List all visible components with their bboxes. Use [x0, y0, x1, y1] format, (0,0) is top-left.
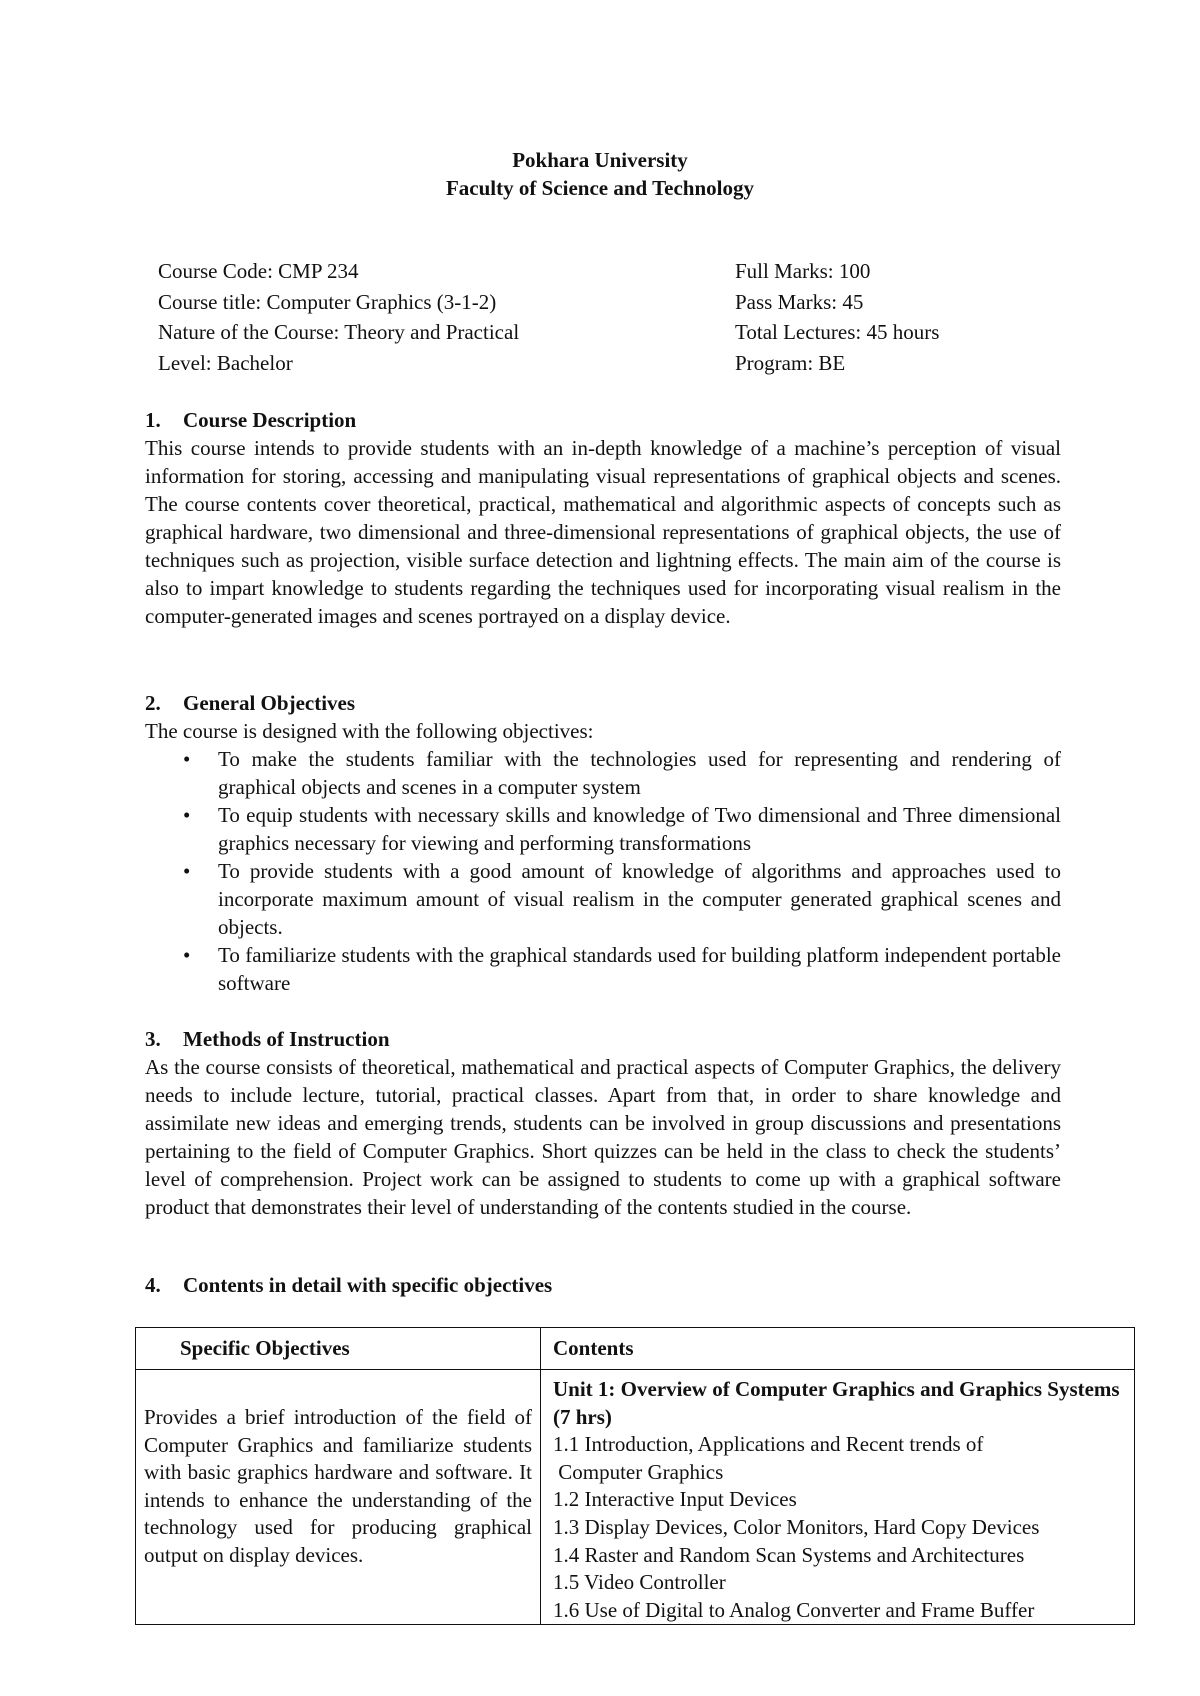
section-number: 3.	[145, 1027, 161, 1051]
university-name: Pokhara University	[512, 148, 688, 172]
topic-item: 1.4 Raster and Random Scan Systems and Architectures	[553, 1542, 1025, 1567]
section-title: Course Description	[183, 408, 357, 432]
section-number: 1.	[145, 408, 161, 432]
document-header	[0, 146, 1200, 202]
list-item: • To provide students with a good amount of knowledge of algorithms and approaches used to incorporate maximum amount of visual realism in the computer generated graphical scenes and objects.	[183, 859, 1061, 939]
section-general-objectives	[145, 689, 1061, 997]
course-meta-left	[158, 256, 519, 378]
objectives-intro: The course is designed with the following objectives:	[145, 719, 594, 743]
faculty-name: Faculty of Science and Technology	[445, 176, 755, 200]
methods-text: As the course consists of theoretical, mathematical and practical aspects of Computer Graphics, the delivery needs to include lecture, tutorial, practical classes. Apart from that, in order to share knowledge and assimilate new ideas and emerging trends, students can be involved in group discussions and presentations pertaining to the field of Computer Graphics. Short quizzes can be held in the class to check the students’ level of comprehension. Project work can be assigned to students to come up with a graphical software product that demonstrates their level of understanding of the contents studied in the course.	[145, 1055, 1061, 1219]
section-heading	[145, 689, 1061, 717]
section-title: Methods of Instruction	[183, 1027, 390, 1051]
section-number: 2.	[145, 691, 161, 715]
table-row	[136, 1370, 1135, 1625]
list-item: • To equip students with necessary skills and knowledge of Two dimensional and Three dimensional graphics necessary for viewing and performing transformations	[183, 803, 1061, 855]
topic-item: Computer Graphics	[553, 1459, 724, 1484]
bullet-icon: •	[183, 747, 191, 771]
section-course-description	[145, 406, 1061, 630]
topic-item: 1.3 Display Devices, Color Monitors, Hard Copy Devices	[553, 1514, 1040, 1539]
section-contents-detail	[145, 1271, 1061, 1299]
bullet-icon: •	[183, 859, 191, 883]
list-item: • To familiarize students with the graphical standards used for building platform independent portable software	[183, 943, 1061, 995]
topic-item: 1.5 Video Controller	[553, 1570, 726, 1595]
topic-item: 1.6 Use of Digital to Analog Converter and Frame Buffer	[553, 1597, 1035, 1622]
section-title: Contents in detail with specific objectives	[183, 1273, 553, 1297]
contents-cell	[541, 1370, 1135, 1625]
course-nature: Nature of the Course: Theory and Practical	[158, 320, 520, 344]
topic-item: 1.1 Introduction, Applications and Recent trends of	[553, 1432, 984, 1457]
table-header-row	[136, 1328, 1135, 1370]
bullet-icon: •	[183, 803, 191, 827]
bullet-icon: •	[183, 943, 191, 967]
list-item: • To make the students familiar with the technologies used for representing and rendering of graphical objects and scenes in a computer system	[183, 747, 1061, 799]
course-meta-right	[735, 256, 939, 378]
course-code: Course Code: CMP 234	[158, 259, 359, 283]
objective-cell: Provides a brief introduction of the field of Computer Graphics and familiarize students with basic graphics hardware and software. It intends to enhance the understanding of the technology used for producing graphical output on display devices.	[136, 1370, 541, 1625]
header-specific-objectives: Specific Objectives	[136, 1328, 541, 1370]
section-title: General Objectives	[183, 691, 356, 715]
header-contents: Contents	[541, 1328, 1135, 1370]
objectives-list	[145, 745, 1061, 997]
course-description-text: This course intends to provide students with an in-depth knowledge of a machine’s perception of visual information for storing, accessing and manipulating visual representations of graphical objects and scenes. The course contents cover theoretical, practical, mathematical and algorithmic aspects of concepts such as graphical hardware, two dimensional and three-dimensional representations of graphical objects, the use of techniques such as projection, visible surface detection and lightning effects. The main aim of the course is also to impart knowledge to students regarding the techniques used for incorporating visual realism in the computer-generated images and scenes portrayed on a display device.	[145, 436, 1061, 628]
pass-marks: Pass Marks: 45	[735, 289, 864, 314]
section-methods-of-instruction	[145, 1025, 1061, 1221]
course-level: Level: Bachelor	[158, 350, 293, 375]
full-marks: Full Marks: 100	[735, 259, 871, 283]
total-lectures: Total Lectures: 45 hours	[735, 320, 940, 344]
program: Program: BE	[735, 350, 846, 375]
unit-title: Unit 1: Overview of Computer Graphics and Graphics Systems (7 hrs)	[553, 1377, 1120, 1429]
contents-table	[135, 1327, 1135, 1625]
section-heading	[145, 1025, 1061, 1053]
topic-item: 1.2 Interactive Input Devices	[553, 1487, 797, 1512]
course-title: Course title: Computer Graphics (3-1-2)	[158, 289, 497, 314]
section-number: 4.	[145, 1273, 161, 1297]
section-heading	[145, 406, 1061, 434]
section-heading	[145, 1271, 1061, 1299]
